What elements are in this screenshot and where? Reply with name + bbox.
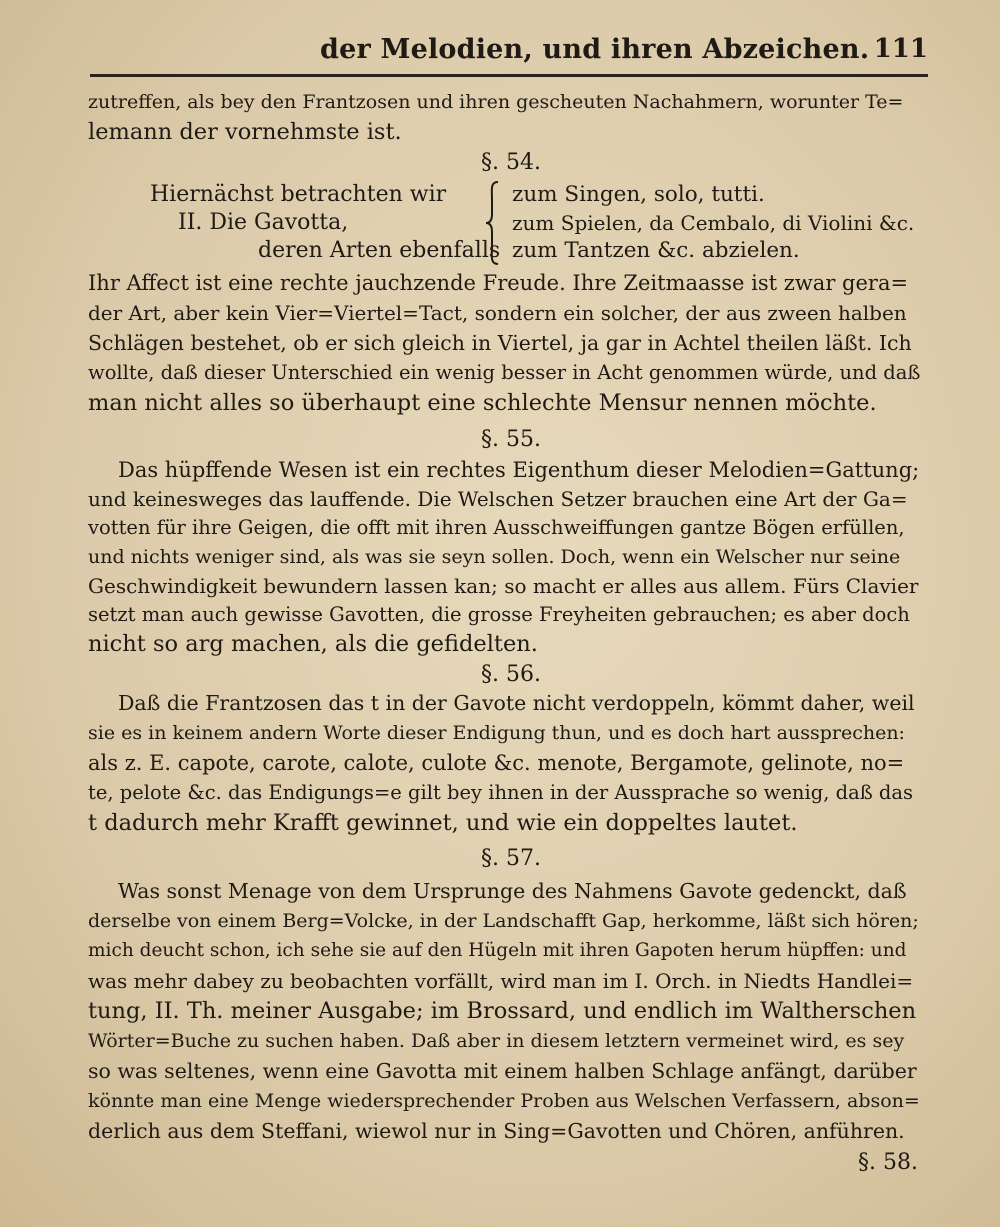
page-number: 111 — [873, 34, 928, 64]
gavotta-use-dancing: zum Tantzen &c. abzielen. — [512, 238, 800, 263]
catchword: §. 58. — [858, 1150, 918, 1175]
text-line: derselbe von einem Berg=Volcke, in der Landschafft Gap, herkomme, läßt sich hören; — [88, 910, 919, 932]
text-line: der Art, aber kein Vier=Viertel=Tact, sondern ein solcher, der aus zween halben — [88, 301, 907, 325]
gavotta-types: deren Arten ebenfalls — [258, 238, 501, 263]
text-line: Ihr Affect ist eine rechte jauchzende Freude. Ihre Zeitmaasse ist zwar gera= — [88, 271, 909, 295]
text-line: Das hüpffende Wesen ist ein rechtes Eigenthum dieser Melodien=Gattung; — [118, 458, 920, 482]
text-line: sie es in keinem andern Worte dieser Endigung thun, und es doch hart aussprechen: — [88, 722, 905, 744]
running-header — [90, 28, 930, 72]
section-heading: §. 54. — [481, 150, 541, 175]
section-heading: §. 57. — [481, 846, 541, 871]
text-line: votten für ihre Geigen, die offt mit ihren Ausschweiffungen gantze Bögen erfüllen, — [88, 516, 905, 539]
text-line: wollte, daß dieser Unterschied ein wenig besser in Acht genommen würde, und daß — [88, 361, 921, 384]
text-line: Geschwindigkeit bewundern lassen kan; so macht er alles aus allem. Fürs Clavier — [88, 574, 919, 598]
text-line: man nicht alles so überhaupt eine schlechte Mensur nennen möchte. — [88, 390, 877, 416]
curly-brace-icon — [484, 180, 502, 266]
running-title: der Melodien, und ihren Abzeichen. — [320, 34, 870, 65]
text-line: als z. E. capote, carote, calote, culote &c. menote, Bergamote, gelinote, no= — [88, 751, 905, 775]
gavotta-use-singing: zum Singen, solo, tutti. — [512, 182, 765, 207]
text-line: setzt man auch gewisse Gavotten, die grosse Freyheiten gebrauchen; es aber doch — [88, 603, 910, 626]
gavotta-use-playing: zum Spielen, da Cembalo, di Violini &c. — [512, 211, 915, 235]
text-line: so was seltenes, wenn eine Gavotta mit einem halben Schlage anfängt, darüber — [88, 1059, 917, 1083]
text-line: Was sonst Menage von dem Ursprunge des Nahmens Gavote gedenckt, daß — [118, 879, 907, 903]
text-line: und nichts weniger sind, als was sie seyn sollen. Doch, wenn ein Welscher nur seine — [88, 546, 901, 568]
text-line: derlich aus dem Steffani, wiewol nur in Sing=Gavotten und Chören, anführen. — [88, 1119, 905, 1143]
section-heading: §. 56. — [481, 662, 541, 687]
header-rule — [90, 74, 928, 77]
gavotta-name: II. Die Gavotta, — [178, 210, 349, 235]
text-line: lemann der vornehmste ist. — [88, 119, 402, 145]
text-line: tung, II. Th. meiner Ausgabe; im Brossard, und endlich im Waltherschen — [88, 998, 917, 1024]
text-line: was mehr dabey zu beobachten vorfällt, wird man im I. Orch. in Niedts Handlei= — [88, 969, 914, 993]
text-line: t dadurch mehr Krafft gewinnet, und wie ein doppeltes lautet. — [88, 810, 798, 836]
text-line: könnte man eine Menge wiedersprechender Proben aus Welschen Verfassern, abson= — [88, 1090, 920, 1112]
text-line: te, pelote &c. das Endigungs=e gilt bey ihnen in der Aussprache so wenig, daß das — [88, 781, 914, 804]
section-heading: §. 55. — [481, 427, 541, 452]
text-line: zutreffen, als bey den Frantzosen und ihren gescheuten Nachahmern, worunter Te= — [88, 91, 904, 113]
text-line: Wörter=Buche zu suchen haben. Daß aber in diesem letztern vermeinet wird, es sey — [88, 1030, 905, 1052]
gavotta-intro: Hiernächst betrachten wir — [150, 182, 447, 207]
text-line: Schlägen bestehet, ob er sich gleich in Viertel, ja gar in Achtel theilen läßt. Ich — [88, 331, 912, 355]
text-line: Daß die Frantzosen das t in der Gavote nicht verdoppeln, kömmt daher, weil — [118, 691, 915, 715]
text-line: mich deucht schon, ich sehe sie auf den Hügeln mit ihren Gapoten herum hüpffen: und — [88, 940, 907, 961]
text-line: nicht so arg machen, als die gefidelten. — [88, 631, 538, 657]
text-line: und keinesweges das lauffende. Die Welschen Setzer brauchen eine Art der Ga= — [88, 487, 908, 511]
